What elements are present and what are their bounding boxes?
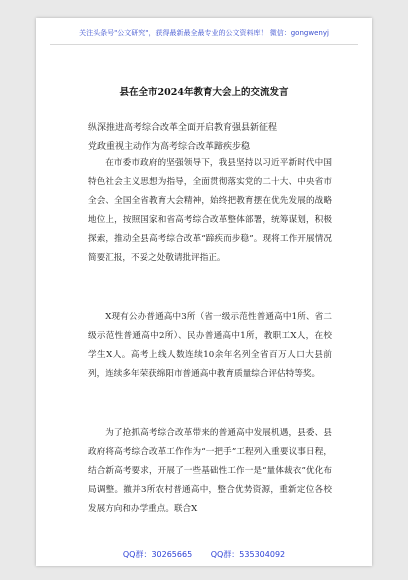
paragraph-3: 为了抢抓高考综合改革带来的普通高中发展机遇，县委、县政府将高考综合改革工作作为“一把手”工程列入重要议事日程，结合新高考要求，开展了一些基础性工作一是“量体裁衣”优化布局调整。撤并3所农村普通高中，整合优势资源，重新定位各校发展方向和办学重点。联合X (88, 428, 332, 515)
header-divider (50, 44, 358, 45)
subtitle-1: 纵深推进高考综合改革全面开启教育强县新征程 (88, 123, 278, 133)
document-page (36, 18, 372, 566)
paragraph-1: 在市委市政府的坚强领导下，我县坚持以习近平新时代中国特色社会主义思想为指导，全面贯彻落实党的二十大、中央省市全会、全国全省教育大会精神，始终把教育摆在优先发展的战略地位上，按照国家和省高考综合改革整体部署，统筹谋划，积极探索，推动全县高考综合改革“蹄疾而步稳”。现将工作开展情况简要汇报，不妥之处敬请批评指正。 (88, 158, 332, 264)
footer-qq-1: QQ群：30265665 (122, 550, 193, 559)
document-title: 县在全市2024年教育大会上的交流发言 (119, 87, 289, 98)
footer-contacts (36, 549, 372, 560)
promo-banner: 关注头条号"公文研究"，获得最新最全最专业的公文资料库！ 微信：gongwenyj (79, 29, 329, 37)
subtitle-2: 党政重视主动作为高考综合改革蹄疾步稳 (88, 142, 251, 152)
footer-qq-2: QQ群：535304092 (210, 550, 286, 559)
paragraph-2: X现有公办普通高中3所（省一级示范性普通高中1所、省二级示范性普通高中2所）、民办普通高中1所，教职工X人，在校学生X人。高考上线人数连续10余年名列全省百万人口大县前列，连续多年荣获绵阳市普通高中教育质量综合评估特等奖。 (88, 312, 332, 380)
